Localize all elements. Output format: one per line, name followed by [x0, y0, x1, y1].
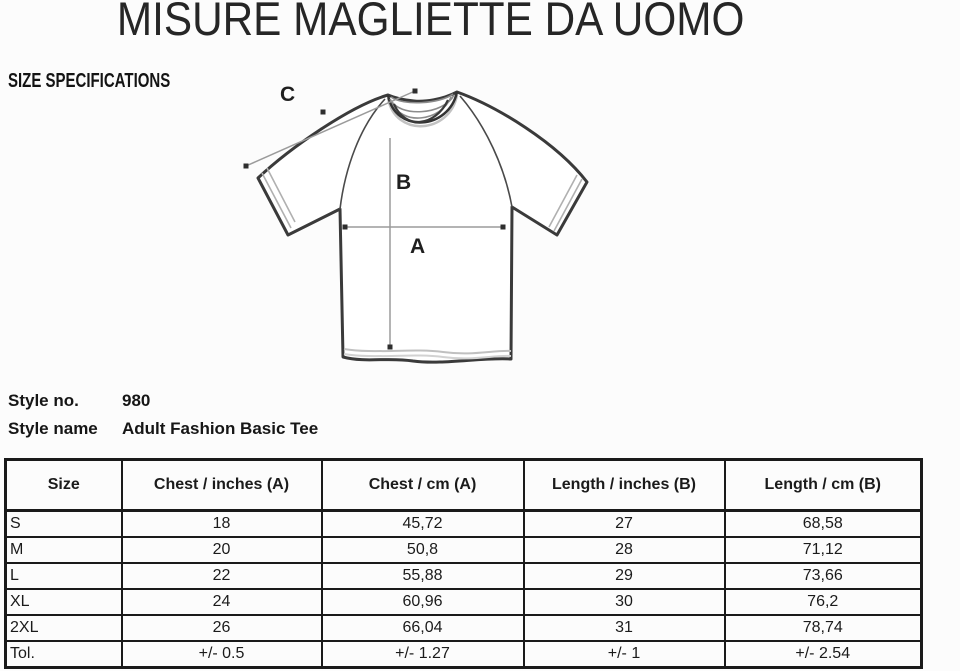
cell-size: XL — [6, 589, 122, 615]
cell-length-inches: +/- 1 — [524, 641, 725, 668]
cell-chest-inches: 26 — [122, 615, 322, 641]
table-row-l — [6, 563, 922, 589]
cell-chest-cm: 45,72 — [322, 511, 524, 538]
page-title: MISURE MAGLIETTE DA UOMO — [117, 0, 745, 45]
marker-c-bottom — [244, 164, 249, 169]
cell-size: S — [6, 511, 122, 538]
marker-b-bottom — [388, 345, 393, 350]
header-size: Size — [6, 460, 122, 511]
marker-c-mid — [321, 110, 326, 115]
table-row-m — [6, 537, 922, 563]
marker-a-right — [501, 225, 506, 230]
cell-length-cm: 71,12 — [725, 537, 922, 563]
cell-length-cm: +/- 2.54 — [725, 641, 922, 668]
header-chest-cm: Chest / cm (A) — [322, 460, 524, 511]
cell-chest-inches: 20 — [122, 537, 322, 563]
cell-chest-cm: 50,8 — [322, 537, 524, 563]
cell-length-inches: 31 — [524, 615, 725, 641]
cell-length-cm: 78,74 — [725, 615, 922, 641]
cell-chest-inches: +/- 0.5 — [122, 641, 322, 668]
style-no-value: 980 — [122, 391, 151, 410]
table-header-row — [6, 460, 922, 511]
table-row-s — [6, 511, 922, 538]
tshirt-diagram — [228, 70, 608, 380]
cell-chest-cm: 60,96 — [322, 589, 524, 615]
measure-label-c: C — [280, 83, 296, 106]
cell-chest-inches: 22 — [122, 563, 322, 589]
cell-length-cm: 68,58 — [725, 511, 922, 538]
cell-chest-cm: 55,88 — [322, 563, 524, 589]
header-length-inches: Length / inches (B) — [524, 460, 725, 511]
size-specifications-heading: SIZE SPECIFICATIONS — [8, 70, 171, 92]
cell-size: M — [6, 537, 122, 563]
table-row-tolerance — [6, 641, 922, 668]
cell-length-cm: 76,2 — [725, 589, 922, 615]
table-row-xl — [6, 589, 922, 615]
size-table — [4, 458, 923, 669]
marker-a-left — [343, 225, 348, 230]
cell-size: L — [6, 563, 122, 589]
cell-chest-inches: 24 — [122, 589, 322, 615]
style-info — [8, 387, 318, 443]
cell-chest-cm: 66,04 — [322, 615, 524, 641]
header-chest-inches: Chest / inches (A) — [122, 460, 322, 511]
cell-length-inches: 29 — [524, 563, 725, 589]
style-no-row — [8, 387, 318, 415]
cell-chest-inches: 18 — [122, 511, 322, 538]
cell-length-cm: 73,66 — [725, 563, 922, 589]
cell-size: 2XL — [6, 615, 122, 641]
measure-label-b: B — [396, 171, 412, 194]
measure-label-a: A — [410, 235, 426, 258]
cell-length-inches: 27 — [524, 511, 725, 538]
style-name-label: Style name — [8, 419, 98, 438]
page-title-wrap — [0, 0, 862, 46]
marker-c-top — [413, 89, 418, 94]
style-name-row — [8, 415, 318, 443]
cell-length-inches: 30 — [524, 589, 725, 615]
style-no-label: Style no. — [8, 391, 79, 410]
cell-size: Tol. — [6, 641, 122, 668]
header-length-cm: Length / cm (B) — [725, 460, 922, 511]
table-row-2xl — [6, 615, 922, 641]
style-name-value: Adult Fashion Basic Tee — [122, 419, 319, 438]
cell-length-inches: 28 — [524, 537, 725, 563]
cell-chest-cm: +/- 1.27 — [322, 641, 524, 668]
